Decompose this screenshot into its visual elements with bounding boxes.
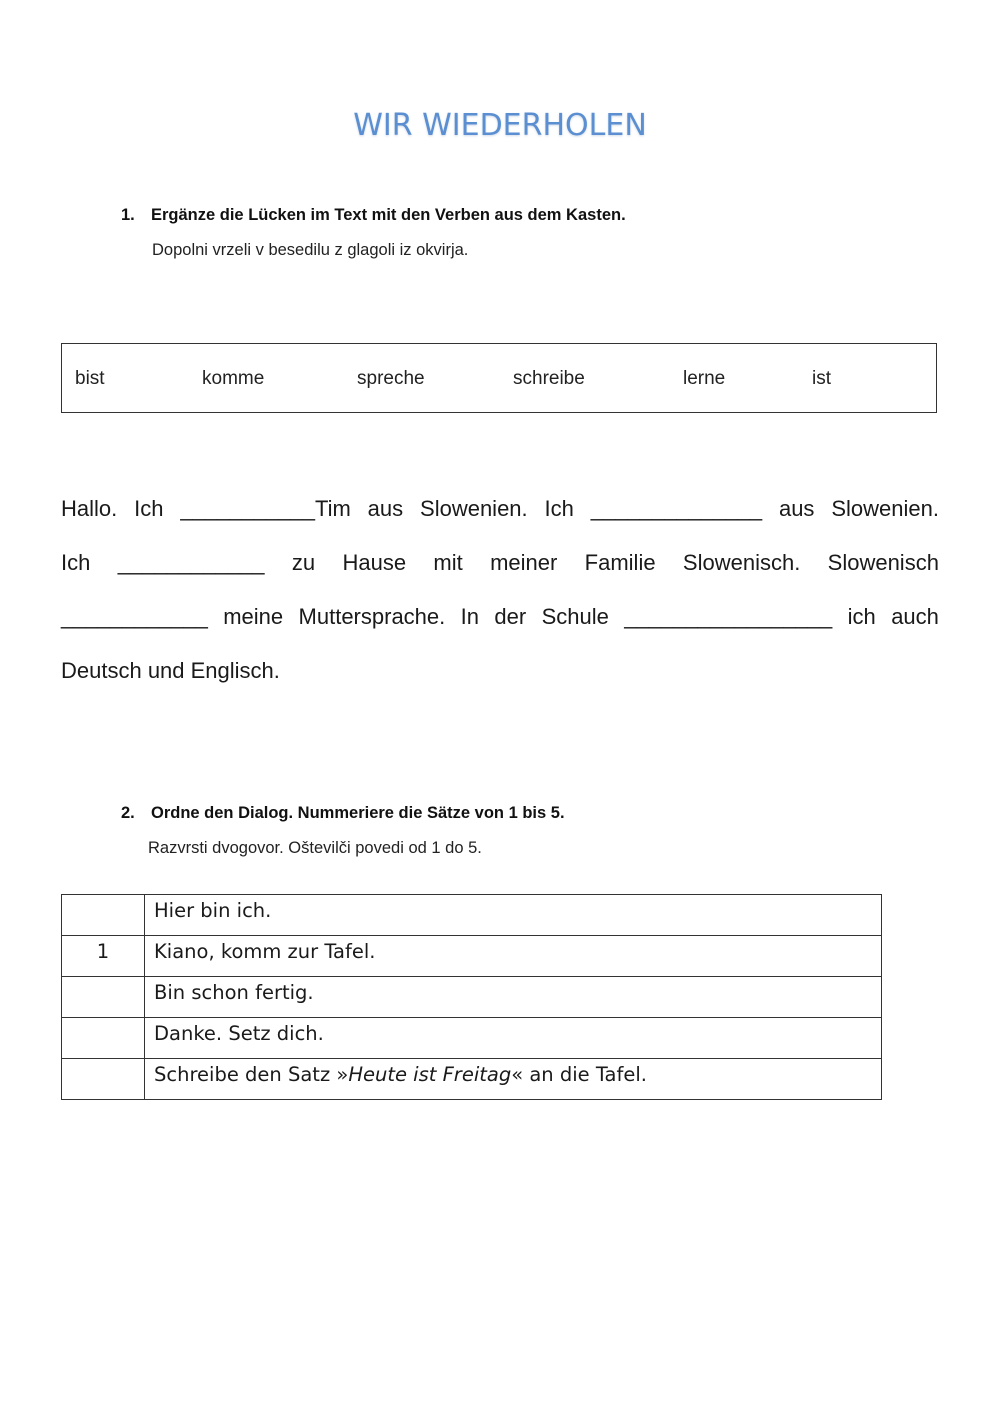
sentence-cell <box>145 1018 882 1059</box>
gap-blank-4[interactable]: ____________ <box>61 604 208 629</box>
gap-blank-5[interactable]: _________________ <box>624 604 833 629</box>
text-word: Ich <box>134 496 164 521</box>
text-word: Slowenisch. <box>682 550 801 575</box>
table-row <box>62 977 882 1018</box>
table-row <box>62 895 882 936</box>
task2-heading-text: Ordne den Dialog. Nummeriere die Sätze von 1 bis 5. <box>151 804 565 822</box>
text-word: Slowenien. <box>420 496 528 521</box>
text-word: aus <box>778 496 815 521</box>
gap-blank-1[interactable]: ___________Tim <box>180 496 351 521</box>
number-value: 1 <box>96 940 110 963</box>
task1-subtitle: Dopolni vrzeli v besedilu z glagoli iz okvirja. <box>152 241 469 259</box>
page-title: WIR WIEDERHOLEN <box>353 108 647 143</box>
number-cell[interactable] <box>62 936 145 977</box>
text-word: In <box>460 604 480 629</box>
word-ist: ist <box>812 368 831 389</box>
dialog-table <box>61 894 882 1100</box>
text-word: Hause <box>342 550 407 575</box>
task1-number: 1. <box>121 206 135 224</box>
word-lerne: lerne <box>683 368 726 389</box>
text-word: Schule <box>541 604 609 629</box>
sentence-text: Hier bin ich. <box>154 899 272 922</box>
text-word: Ich <box>544 496 574 521</box>
task2-number: 2. <box>121 804 135 822</box>
word-bist: bist <box>75 368 105 389</box>
sentence-cell <box>145 895 882 936</box>
sentence-text-italic: Heute ist Freitag <box>348 1063 512 1086</box>
number-cell[interactable] <box>62 895 145 936</box>
text-word: Hallo. <box>61 496 118 521</box>
sentence-text-before: Schreibe den Satz » <box>154 1063 349 1086</box>
text-word: meiner <box>490 550 558 575</box>
task2-heading <box>121 804 565 823</box>
text-word: meine <box>223 604 284 629</box>
text-word: Slowenisch <box>827 550 939 575</box>
text-word: mit <box>433 550 463 575</box>
sentence-text-after: « an die Tafel. <box>511 1063 647 1086</box>
text-word: Familie <box>584 550 656 575</box>
text-word: auch <box>891 604 939 629</box>
gap-blank-3[interactable]: ____________ <box>117 550 265 575</box>
table-row <box>62 1059 882 1100</box>
task1-heading-text: Ergänze die Lücken im Text mit den Verben aus dem Kasten. <box>151 206 626 224</box>
text-line-2 <box>61 548 939 578</box>
text-word: zu <box>291 550 316 575</box>
text-word: Slowenien. <box>831 496 939 521</box>
text-word: Ich <box>61 550 91 575</box>
number-cell[interactable] <box>62 1059 145 1100</box>
text-word: Muttersprache. <box>298 604 446 629</box>
gap-blank-2[interactable]: ______________ <box>590 496 763 521</box>
sentence-text <box>154 1063 881 1087</box>
number-cell[interactable] <box>62 1018 145 1059</box>
table-row <box>62 1018 882 1059</box>
text-line-1 <box>61 494 939 524</box>
text-word: ich <box>847 604 876 629</box>
sentence-cell <box>145 936 882 977</box>
text-line-4: Deutsch und Englisch. <box>61 658 280 683</box>
word-box <box>61 343 937 413</box>
sentence-cell <box>145 977 882 1018</box>
sentence-text: Danke. Setz dich. <box>154 1022 324 1045</box>
word-komme: komme <box>202 368 265 389</box>
text-line-3 <box>61 602 939 632</box>
sentence-text: Kiano, komm zur Tafel. <box>154 940 376 963</box>
text-word: aus <box>367 496 404 521</box>
word-schreibe: schreibe <box>513 368 585 389</box>
table-row <box>62 936 882 977</box>
task1-heading <box>121 206 626 225</box>
text-word: der <box>494 604 527 629</box>
number-cell[interactable] <box>62 977 145 1018</box>
sentence-text: Bin schon fertig. <box>154 981 314 1004</box>
word-spreche: spreche <box>357 368 425 389</box>
task2-subtitle: Razvrsti dvogovor. Oštevilči povedi od 1 do 5. <box>148 839 482 857</box>
sentence-cell <box>145 1059 882 1100</box>
